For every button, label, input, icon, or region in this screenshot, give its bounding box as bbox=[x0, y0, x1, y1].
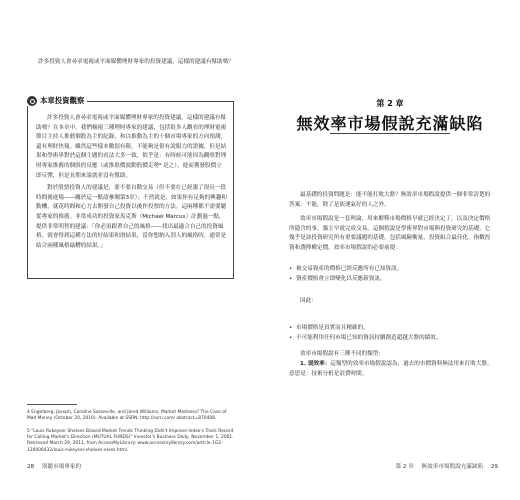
body-paragraph-3 bbox=[289, 350, 495, 360]
insight-icon bbox=[27, 96, 37, 106]
list-item: • 資產價格會立即變化以反應新資訊。 bbox=[296, 275, 495, 285]
list-item: • 不可能利用任何市場已知的資訊持續創造超越大盤的績效。 bbox=[296, 334, 495, 344]
footnote-2: 5 "Louis Rukeyser Shelves Biased Market Trends Thinking Didn't Improve Index's Track Record for Calling Market's Direction (MUTUAL FUNDS)" Investor's Business Daily, November 1, 2001. Retrieved March 29, 2011, from AccessMyLibrary: www.accessmylibrary.com/article-1G2-126006432/louis-rukeyser-shelves-elves.html. bbox=[27, 429, 234, 453]
left-page-number: 28 bbox=[27, 464, 35, 470]
left-folio bbox=[27, 462, 87, 470]
body-paragraph-4 bbox=[289, 360, 495, 379]
footnote-1: 4 Engelberg, Joseph, Caroline Sasseville, and Jared Williams, Market Madness? The Case of Mad Money (October 20, 2010). Available at SSRN: http://ssrn.com/ abstract=870408. bbox=[27, 410, 227, 422]
chapter-label: 第 2 章 bbox=[376, 99, 404, 108]
paragraph-text: 效率市場假說是一套理論，用來解釋市場價格早就已經決定了，以及決定價格所隱含的事，貓主早就完成交易。這個假說是學術界對市場與投資研究的基礎，它幾乎是該投資研究所有重要議題的基礎，包括風險衡量、投資組合最佳化、指數投資和選擇權定價。效率市場假說的必要前提： bbox=[289, 216, 491, 251]
box-body bbox=[36, 114, 227, 254]
paragraph-text: 最基礎的投資問題是：能不能打敗大盤？無效率市場假說提供一個非常清楚的答案：不能，除了是依運氣好的人之外。 bbox=[289, 192, 491, 208]
box-title bbox=[27, 95, 87, 106]
intro-text: 許多投資人會尋求電視或平面媒體理財專家的投資建議，這樣的建議有幫助嗎？ bbox=[38, 59, 234, 65]
right-page bbox=[260, 0, 520, 500]
right-folio bbox=[389, 462, 498, 470]
intro-paragraph bbox=[27, 58, 240, 68]
bullet-list-1 bbox=[289, 265, 495, 284]
paragraph-text: 因此： bbox=[300, 298, 317, 304]
chapter-title: 無效率市場假說充滿缺陷 bbox=[296, 114, 484, 133]
box-paragraph-2: 對於股票投資人的建議是，要不要自動交易（但不要在已經漲了很長一段時間後進場——關於這一點請參閱第3章）；不然就是，如果你有足夠的興趣和動機，就花時間和心力去開發自己投資以後作投票的方法。這兩種都不需要聽從專家的推薦。非常成功的投資家馬克斯（Michael Marcus）計劃過一點，提供非常明智的建議：「你必須跟著自己的風格——找出最適合自己的投資風格，就會得到這種方法的好結果和滑結果，當你想納入別人的風格時，通常是結合兩種風格最糟的結果。」 bbox=[36, 185, 227, 249]
box-title-text: 本章投資觀察 bbox=[40, 96, 85, 105]
investment-insight-box bbox=[27, 96, 234, 279]
footnote-rule bbox=[27, 404, 77, 405]
bullet-list-2 bbox=[289, 324, 495, 343]
paragraph-text: 效率市場假說有三種不同的類型： bbox=[300, 351, 384, 357]
right-page-number: 29 bbox=[490, 464, 498, 470]
weak-form-text: 這類型的效率市場假說認為，過去的市價資料無法用來打敗大盤。意思是：技術分析是浪費時間。 bbox=[289, 361, 493, 377]
box-paragraph-1: 許多投資人會尋求電視或平面媒體理財專家的投資建議，這樣的建議有幫助嗎？在本章中，我們檢視三種理財專家的建議，包括很多人觀看的理財電視節目主持人推薦個股為主的紀錄，和以推動為主的十個市場專家的方向預測，還有理財快報。雖然這些樣本數很有限，不能夠是很有說服力的證據，但是結果和學術界對於這個主題的看法大多一致，似乎是：有時候可能因為觀察對理財專家推薦的個股的反應（或推股價波動股價走勢⁸ 是之），進而獲發股價立即反彈，但是長期來說就並沒有幫助。 bbox=[36, 115, 227, 179]
list-item: • 市場價格是真實而且精確的。 bbox=[296, 324, 495, 334]
title-rule bbox=[330, 133, 450, 134]
list-item: • 被交易資產的價格已經反應所有已知資訊。 bbox=[296, 265, 495, 275]
right-running-title: 無效率市場假說充滿缺陷 bbox=[421, 464, 484, 470]
left-running-title: 別聽市場專家的 bbox=[41, 464, 82, 470]
body-paragraph-2 bbox=[289, 215, 495, 253]
weak-form-label: 1. 弱效率： bbox=[300, 361, 331, 367]
right-running-chapter: 第 2 章 bbox=[395, 464, 414, 470]
therefore-line bbox=[289, 297, 495, 307]
body-paragraph-1 bbox=[289, 191, 495, 210]
